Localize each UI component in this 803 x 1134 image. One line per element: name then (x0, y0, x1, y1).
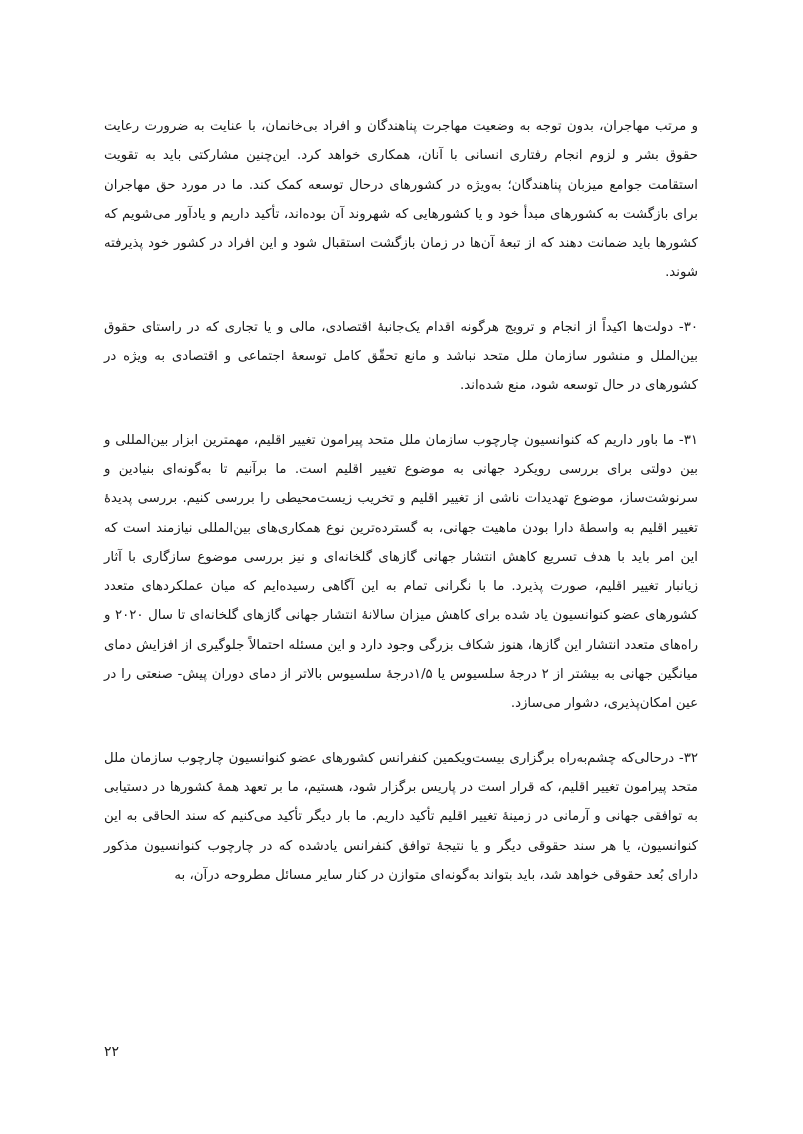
paragraph-31: ۳۱- ما باور داریم که کنوانسیون چارچوب سازمان ملل متحد پیرامون تغییر اقلیم، مهمترین ابزار بین‌المللی و بین دولتی برای بررسی رویکرد جهانی به موضوع تغییر اقلیم است. ما برآنیم تا به‌گونه‌ای بنیادین و سرنوشت‌ساز، موضوع تهدیدات ناشی از تغییر اقلیم و تخریب زیست‌محیطی را بررسی کنیم. بررسی پدیدهٔ تغییر اقلیم به واسطهٔ دارا بودن ماهیت جهانی، به گسترده‌ترین نوع همکاری‌های بین‌المللی نیازمند است که این امر باید با هدف تسریع کاهش انتشار جهانی گازهای گلخانه‌ای و نیز بررسی موضوع سازگاری با آثار زیانبار تغییر اقلیم، صورت پذیرد. ما با نگرانی تمام به این آگاهی رسیده‌ایم که میان عملکردهای متعدد کشورهای عضو کنوانسیون یاد شده برای کاهش میزان سالانهٔ انتشار جهانی گازهای گلخانه‌ای تا سال ۲۰۲۰ و راه‌های متعدد انتشار این گازها، هنوز شکاف بزرگی وجود دارد و این مسئله احتمالاً جلوگیری از افزایش دمای میانگین جهانی به بیشتر از ۲ درجهٔ سلسیوس یا ۱/۵درجهٔ سلسیوس بالاتر از دمای دوران پیش- صنعتی را در عین امکان‌پذیری، دشوار می‌سازد. (104, 432, 698, 712)
page-number: ۲۲ (104, 1044, 120, 1060)
paragraph-30: ۳۰- دولت‌ها اکیداً از انجام و ترویج هرگونه اقدام یک‌جانبهٔ اقتصادی، مالی و یا تجاری که در راستای حقوق بین‌الملل و منشور سازمان ملل متحد نباشد و مانع تحقّق کامل توسعهٔ اجتماعی و اقتصادی به ویژه در کشورهای در حال توسعه شود، منع شده‌اند. (104, 319, 698, 394)
paragraph-32: ۳۲- درحالی‌که چشم‌به‌راه برگزاری بیست‌ویکمین کنفرانس کشورهای عضو کنوانسیون چارچوب سازمان ملل متحد پیرامون تغییر اقلیم، که قرار است در پاریس برگزار شود، هستیم، ما بر تعهد همهٔ کشورها در دستیابی به توافقی جهانی و آرمانی در زمینهٔ تغییر اقلیم تأکید داریم. ما بار دیگر تأکید می‌کنیم که سند الحاقی به این کنوانسیون، یا هر سند حقوقی دیگر و یا نتیجهٔ توافق کنفرانس یادشده که در چارچوب کنوانسیون مذکور دارای بُعد حقوقی خواهد شد، باید بتواند به‌گونه‌ای متوازن در کنار سایر مسائل مطروحه در‌آن، به (104, 750, 698, 883)
body-text (104, 112, 698, 915)
paragraph-continuation: و مرتب مهاجران، بدون توجه به وضعیت مهاجرت پناهندگان و افراد بی‌خانمان، با عنایت به ضرورت رعایت حقوق بشر و لزوم انجام رفتاری انسانی با آنان، همکاری خواهد کرد. این‌چنین مشارکتی باید به تقویت استقامت جوامع میزبان پناهندگان؛ به‌ویژه در کشورهای درحال توسعه کمک کند. ما در مورد حق مهاجران برای بازگشت به کشورهای مبدأ خود و یا کشورهایی که شهروند آن بوده‌اند، تأکید داریم و یادآور می‌شویم که کشورها باید ضمانت دهند که از تبعهٔ آن‌ها در زمان بازگشت استقبال شود و این افراد در کشور خود پذیرفته شوند. (104, 119, 698, 281)
